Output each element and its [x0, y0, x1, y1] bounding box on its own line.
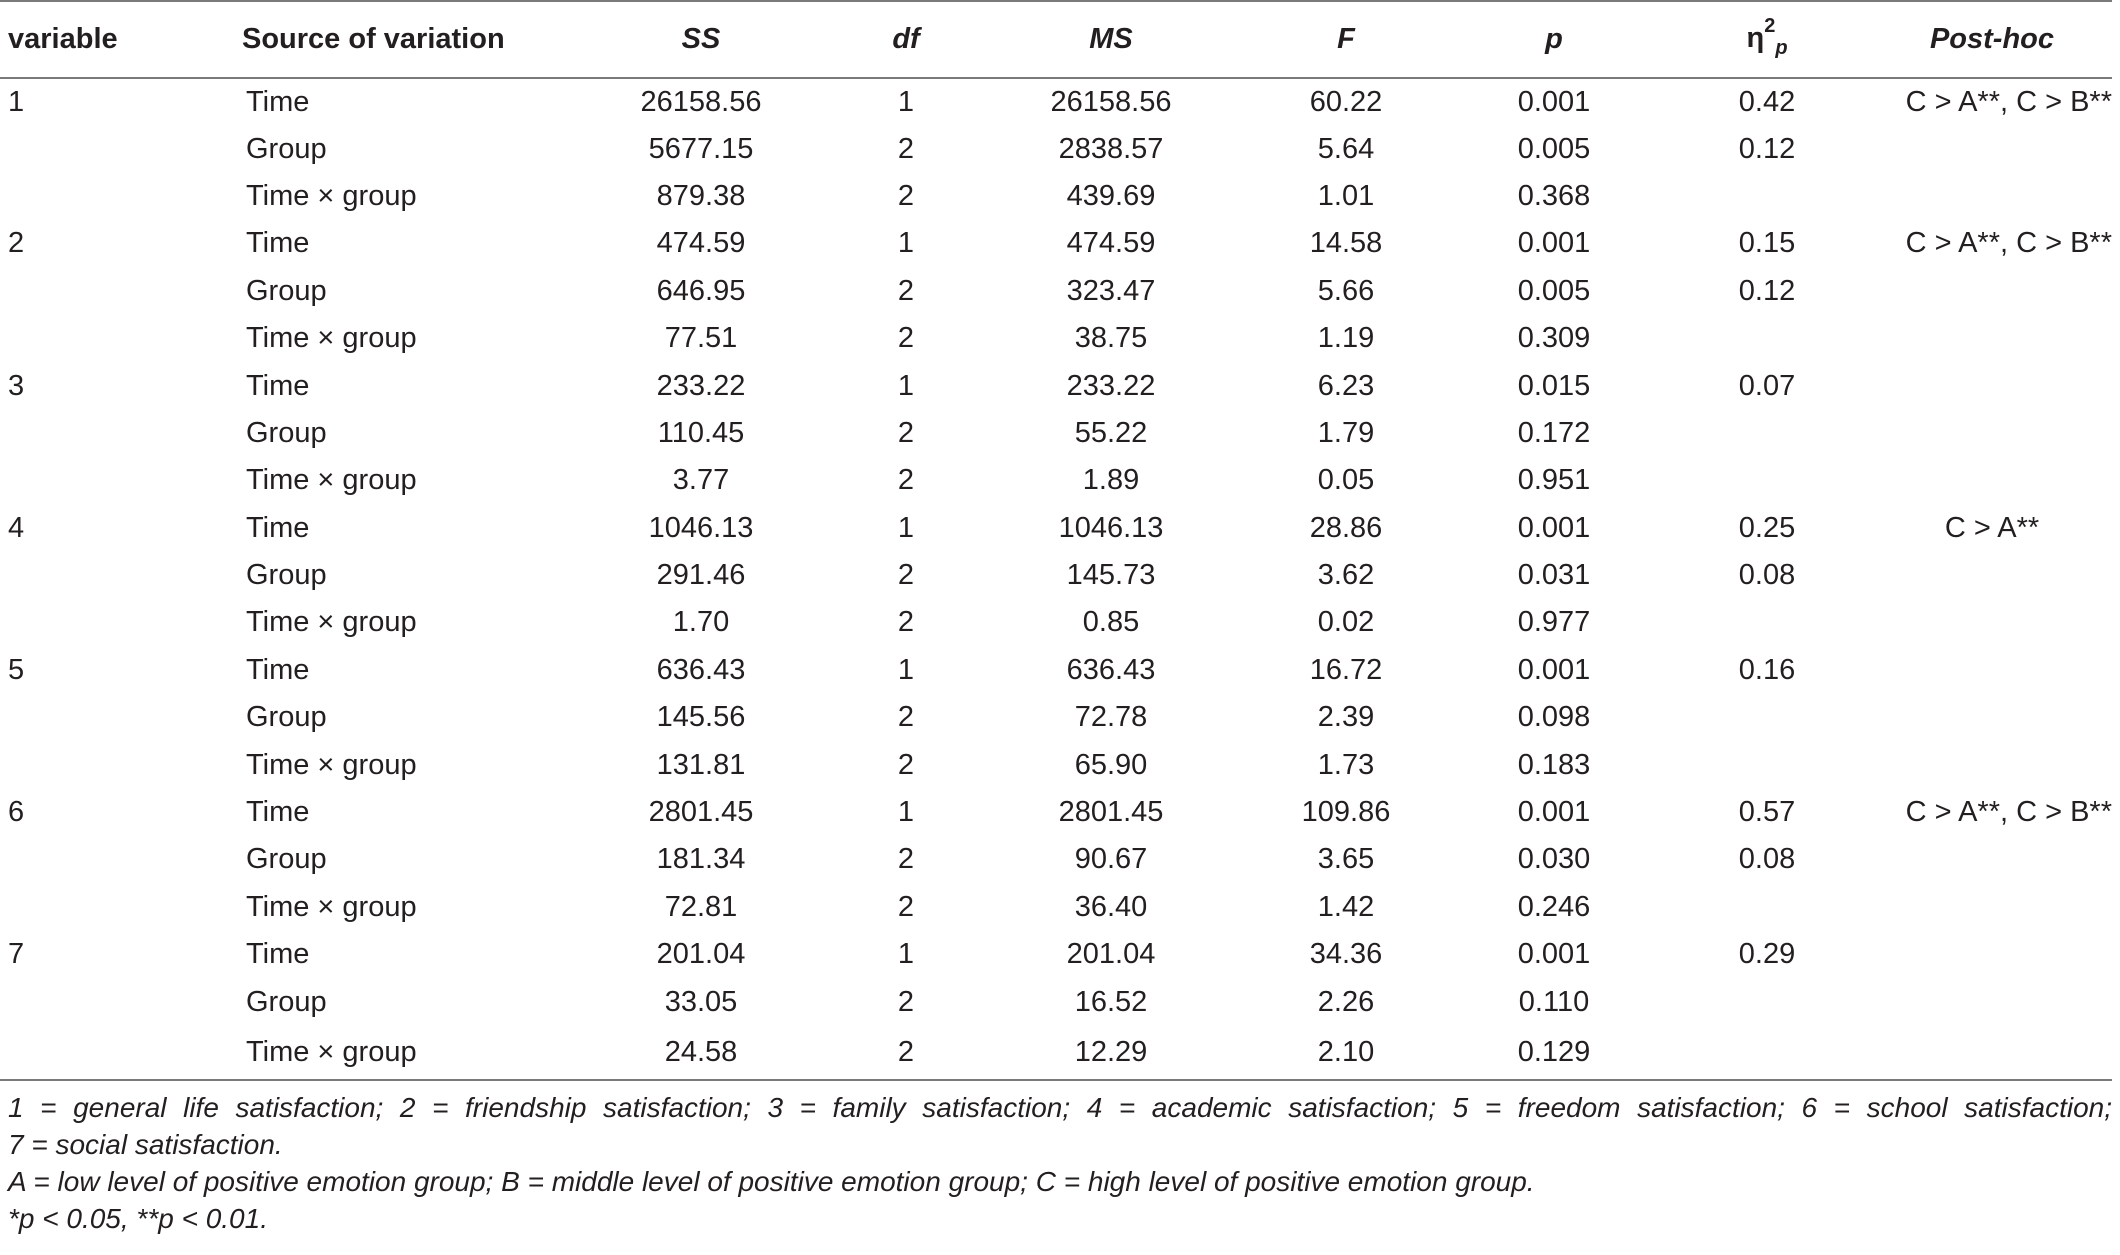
cell-f: 1.42 — [1317, 890, 1375, 923]
cell-f: 5.66 — [1317, 274, 1375, 307]
cell-p: 0.172 — [1517, 416, 1591, 449]
cell-ss: 1046.13 — [648, 511, 754, 544]
cell-source: Group — [246, 132, 327, 165]
cell-p: 0.005 — [1517, 274, 1591, 307]
cell-posthoc: C > A**, C > B** — [1905, 85, 2112, 118]
cell-eta: 0.29 — [1738, 938, 1796, 971]
cell-df: 1 — [897, 369, 915, 402]
cell-ss: 636.43 — [656, 653, 746, 686]
cell-posthoc — [1872, 1026, 2112, 1080]
cell-f: 2.10 — [1246, 1026, 1446, 1080]
cell-source: Group — [246, 701, 327, 734]
table-row — [0, 552, 2112, 599]
cell-ss: 879.38 — [656, 179, 746, 212]
cell-source: Time — [246, 511, 310, 544]
table-row — [0, 647, 2112, 694]
cell-f: 28.86 — [1309, 511, 1383, 544]
cell-source: Time × group — [246, 322, 417, 355]
cell-p: 0.031 — [1517, 559, 1591, 592]
cell-f: 0.05 — [1317, 464, 1375, 497]
cell-eta: 0.42 — [1738, 85, 1796, 118]
header-ms: MS — [976, 1, 1246, 78]
cell-posthoc — [1872, 694, 2112, 741]
cell-variable: 1 — [8, 85, 25, 118]
cell-p: 0.977 — [1517, 606, 1591, 639]
cell-variable: 7 — [8, 938, 25, 971]
cell-eta: 0.57 — [1738, 796, 1796, 829]
cell-ms: 65.90 — [1074, 748, 1148, 781]
cell-df: 1 — [897, 653, 915, 686]
cell-ms: 26158.56 — [1050, 85, 1172, 118]
cell-variable — [0, 1026, 234, 1080]
cell-f: 2.39 — [1317, 701, 1375, 734]
cell-df: 2 — [836, 1026, 976, 1080]
cell-posthoc: C > A** — [1944, 511, 2040, 544]
table-footnotes — [0, 1089, 2112, 1237]
cell-p: 0.098 — [1517, 701, 1591, 734]
cell-ms: 145.73 — [1066, 559, 1156, 592]
cell-ms: 55.22 — [1074, 416, 1148, 449]
table-row — [0, 362, 2112, 409]
cell-source: Time × group — [246, 606, 417, 639]
cell-source: Time — [246, 227, 310, 260]
cell-ss: 1.70 — [672, 606, 730, 639]
cell-variable — [0, 599, 234, 646]
cell-variable — [0, 978, 234, 1025]
cell-ms: 1.89 — [1082, 464, 1140, 497]
cell-f: 3.62 — [1317, 559, 1375, 592]
cell-eta: 0.12 — [1738, 132, 1796, 165]
header-f: F — [1246, 1, 1446, 78]
cell-f: 1.01 — [1317, 179, 1375, 212]
cell-ss: 5677.15 — [648, 132, 754, 165]
table-row — [0, 220, 2112, 267]
eta-sub: p — [1775, 36, 1788, 59]
table-row — [0, 789, 2112, 836]
cell-eta — [1662, 884, 1872, 931]
table-row — [0, 125, 2112, 172]
table-row — [0, 457, 2112, 504]
cell-f: 2.26 — [1317, 985, 1375, 1018]
header-eta — [1662, 1, 1872, 78]
footnote-variables: 1 = general life satisfaction; 2 = friendship satisfaction; 3 = family satisfaction; 4 = academic satisfaction; 5 = freedom satisfaction; 6 = school satisfaction; — [8, 1091, 2112, 1123]
cell-f: 60.22 — [1309, 85, 1383, 118]
cell-f: 0.02 — [1317, 606, 1375, 639]
cell-p: 0.129 — [1446, 1026, 1662, 1080]
cell-variable — [0, 694, 234, 741]
cell-df: 2 — [897, 464, 915, 497]
cell-p: 0.368 — [1517, 179, 1591, 212]
cell-source: Time — [246, 796, 310, 829]
cell-df: 2 — [897, 132, 915, 165]
cell-posthoc: C > A**, C > B** — [1905, 796, 2112, 829]
cell-ss: 181.34 — [656, 843, 746, 876]
cell-ms: 16.52 — [1074, 985, 1148, 1018]
cell-p: 0.951 — [1517, 464, 1591, 497]
cell-eta — [1662, 978, 1872, 1025]
cell-df: 1 — [897, 227, 915, 260]
header-df: df — [836, 1, 976, 78]
cell-ss: 3.77 — [672, 464, 730, 497]
cell-df: 1 — [897, 85, 915, 118]
cell-ms: 233.22 — [1066, 369, 1156, 402]
cell-posthoc — [1872, 457, 2112, 504]
cell-source: Time × group — [246, 179, 417, 212]
cell-posthoc — [1872, 836, 2112, 883]
cell-variable: 2 — [8, 227, 25, 260]
cell-ss: 77.51 — [664, 322, 738, 355]
cell-eta: 0.08 — [1738, 843, 1796, 876]
cell-df: 2 — [897, 606, 915, 639]
cell-eta: 0.07 — [1738, 369, 1796, 402]
cell-variable — [0, 410, 234, 457]
cell-source: Group — [246, 559, 327, 592]
cell-source: Time — [246, 653, 310, 686]
cell-eta: 0.15 — [1738, 227, 1796, 260]
cell-ms: 72.78 — [1074, 701, 1148, 734]
eta-letter: η — [1746, 21, 1765, 54]
cell-posthoc — [1872, 362, 2112, 409]
cell-ss: 145.56 — [656, 701, 746, 734]
cell-f: 1.19 — [1317, 322, 1375, 355]
cell-df: 1 — [897, 511, 915, 544]
cell-source: Group — [246, 843, 327, 876]
table-row — [0, 884, 2112, 931]
cell-source: Group — [246, 416, 327, 449]
cell-eta — [1662, 315, 1872, 362]
cell-variable — [0, 173, 234, 220]
cell-source: Time × group — [246, 464, 417, 497]
header-ss: SS — [566, 1, 836, 78]
cell-ss: 110.45 — [657, 416, 745, 449]
table-row — [0, 315, 2112, 362]
header-variable: variable — [0, 1, 234, 78]
cell-eta: 0.25 — [1738, 511, 1796, 544]
cell-ss: 26158.56 — [640, 85, 762, 118]
cell-variable — [0, 836, 234, 883]
cell-df: 2 — [897, 322, 915, 355]
cell-df: 2 — [897, 274, 915, 307]
cell-ms: 36.40 — [1074, 890, 1148, 923]
cell-posthoc — [1872, 931, 2112, 978]
header-posthoc: Post-hoc — [1872, 1, 2112, 78]
cell-eta: 0.08 — [1738, 559, 1796, 592]
cell-p: 0.030 — [1517, 843, 1591, 876]
cell-variable — [0, 268, 234, 315]
cell-df: 1 — [897, 938, 915, 971]
cell-p: 0.110 — [1518, 985, 1590, 1018]
cell-ss: 646.95 — [656, 274, 746, 307]
cell-df: 2 — [897, 416, 915, 449]
cell-posthoc — [1872, 173, 2112, 220]
cell-df: 2 — [897, 985, 915, 1018]
cell-ms: 2838.57 — [1058, 132, 1164, 165]
header-row — [0, 1, 2112, 78]
cell-variable — [0, 457, 234, 504]
cell-posthoc — [1872, 599, 2112, 646]
cell-df: 2 — [897, 748, 915, 781]
cell-f: 34.36 — [1309, 938, 1383, 971]
cell-f: 16.72 — [1309, 653, 1383, 686]
cell-source: Time — [246, 369, 310, 402]
cell-df: 2 — [897, 890, 915, 923]
cell-source: Group — [246, 985, 327, 1018]
cell-source: Group — [246, 274, 327, 307]
table-row — [0, 78, 2112, 125]
cell-p: 0.001 — [1517, 653, 1591, 686]
cell-ss: 2801.45 — [648, 796, 754, 829]
cell-eta: 0.12 — [1738, 274, 1796, 307]
cell-ss: 131.81 — [656, 748, 746, 781]
cell-posthoc — [1872, 125, 2112, 172]
cell-ss: 233.22 — [656, 369, 746, 402]
table-row — [0, 836, 2112, 883]
cell-ms: 323.47 — [1066, 274, 1156, 307]
cell-variable — [0, 884, 234, 931]
cell-p: 0.005 — [1517, 132, 1591, 165]
cell-eta: 0.16 — [1738, 653, 1796, 686]
cell-variable: 3 — [8, 369, 25, 402]
cell-variable — [0, 125, 234, 172]
cell-f: 3.65 — [1317, 843, 1375, 876]
cell-posthoc: C > A**, C > B** — [1905, 227, 2112, 260]
cell-ms: 474.59 — [1066, 227, 1156, 260]
table-row — [0, 931, 2112, 978]
cell-f: 1.79 — [1317, 416, 1375, 449]
cell-ms: 1046.13 — [1058, 511, 1164, 544]
cell-f: 109.86 — [1301, 796, 1391, 829]
table-row — [0, 505, 2112, 552]
table-row — [0, 1026, 2112, 1080]
cell-ms: 201.04 — [1066, 938, 1156, 971]
cell-f: 5.64 — [1317, 132, 1375, 165]
cell-p: 0.001 — [1517, 796, 1591, 829]
table-row — [0, 173, 2112, 220]
cell-ms: 2801.45 — [1058, 796, 1164, 829]
header-p: p — [1446, 1, 1662, 78]
cell-variable — [0, 315, 234, 362]
cell-df: 2 — [897, 701, 915, 734]
cell-ss: 201.04 — [656, 938, 746, 971]
cell-eta — [1662, 457, 1872, 504]
cell-p: 0.001 — [1517, 85, 1591, 118]
cell-source: Time — [246, 938, 310, 971]
cell-f: 1.73 — [1317, 748, 1375, 781]
cell-eta — [1662, 173, 1872, 220]
cell-ms: 636.43 — [1066, 653, 1156, 686]
cell-ss: 33.05 — [664, 985, 738, 1018]
cell-p: 0.001 — [1517, 511, 1591, 544]
footnote-groups: A = low level of positive emotion group; B = middle level of positive emotion group; C = high level of positive emotion group. — [8, 1165, 1535, 1197]
table-row — [0, 268, 2112, 315]
cell-posthoc — [1872, 552, 2112, 599]
cell-df: 2 — [897, 179, 915, 212]
cell-source: Time × group — [246, 748, 417, 781]
cell-variable: 5 — [8, 653, 25, 686]
table-row — [0, 741, 2112, 788]
cell-variable: 4 — [8, 511, 25, 544]
cell-eta — [1662, 741, 1872, 788]
table-row — [0, 599, 2112, 646]
cell-source: Time × group — [246, 890, 417, 923]
cell-posthoc — [1872, 268, 2112, 315]
cell-ss: 24.58 — [566, 1026, 836, 1080]
cell-df: 2 — [897, 559, 915, 592]
cell-ms: 90.67 — [1074, 843, 1148, 876]
cell-ms: 12.29 — [976, 1026, 1246, 1080]
cell-eta — [1662, 599, 1872, 646]
cell-df: 1 — [897, 796, 915, 829]
table-row — [0, 978, 2112, 1025]
cell-df: 2 — [897, 843, 915, 876]
cell-ss: 291.46 — [656, 559, 746, 592]
cell-posthoc — [1872, 978, 2112, 1025]
cell-ss: 474.59 — [656, 227, 746, 260]
cell-variable — [0, 741, 234, 788]
cell-posthoc — [1872, 884, 2112, 931]
cell-p: 0.001 — [1517, 227, 1591, 260]
table-row — [0, 410, 2112, 457]
cell-source: Time — [246, 85, 310, 118]
table-body — [0, 78, 2112, 1080]
footnote-significance: *p < 0.05, **p < 0.01. — [8, 1202, 268, 1234]
eta-symbol — [1746, 15, 1788, 59]
cell-eta — [1662, 1026, 1872, 1080]
cell-posthoc — [1872, 647, 2112, 694]
cell-eta — [1662, 410, 1872, 457]
footnote-variables-cont: 7 = social satisfaction. — [8, 1128, 283, 1160]
cell-source: Time × group — [234, 1026, 566, 1080]
cell-f: 14.58 — [1309, 227, 1383, 260]
cell-p: 0.246 — [1517, 890, 1591, 923]
cell-p: 0.309 — [1517, 322, 1591, 355]
cell-variable: 6 — [8, 796, 25, 829]
table-row — [0, 694, 2112, 741]
cell-eta — [1662, 694, 1872, 741]
cell-ms: 38.75 — [1074, 322, 1148, 355]
cell-p: 0.001 — [1517, 938, 1591, 971]
cell-ms: 0.85 — [1082, 606, 1140, 639]
eta-sup: 2 — [1764, 15, 1776, 38]
cell-ms: 439.69 — [1066, 179, 1156, 212]
cell-posthoc — [1872, 410, 2112, 457]
cell-p: 0.183 — [1517, 748, 1591, 781]
cell-variable — [0, 552, 234, 599]
cell-p: 0.015 — [1517, 369, 1591, 402]
table-header — [0, 1, 2112, 78]
cell-posthoc — [1872, 741, 2112, 788]
cell-f: 6.23 — [1317, 369, 1375, 402]
cell-posthoc — [1872, 315, 2112, 362]
cell-ss: 72.81 — [664, 890, 738, 923]
header-source: Source of variation — [234, 1, 566, 78]
